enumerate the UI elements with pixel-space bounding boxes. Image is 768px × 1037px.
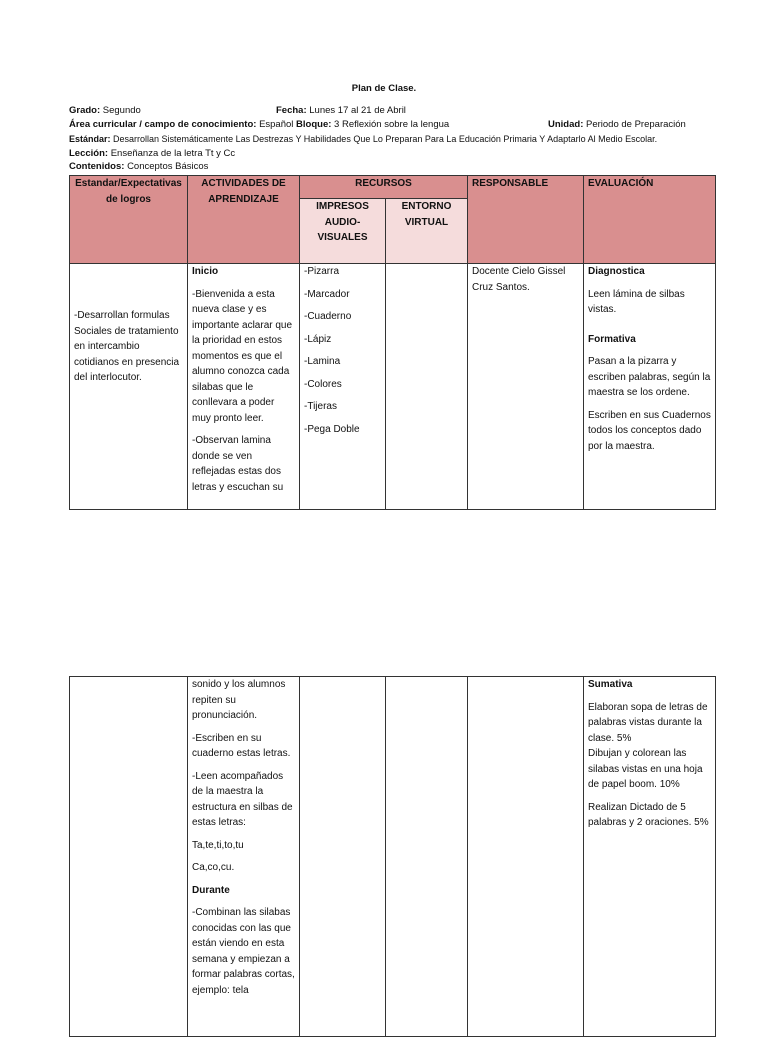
header-estandar xyxy=(69,132,657,146)
evaluacion-item: Elaboran sopa de letras de palabras vistas durante la clase. 5% xyxy=(588,701,708,744)
actividad-item: sonido y los alumnos repiten su pronunciación. xyxy=(192,679,286,721)
recurso-item: -Pega Doble xyxy=(304,423,360,435)
row1-responsable-cell xyxy=(468,264,584,510)
header-responsable-col: RESPONSABLE xyxy=(468,176,584,264)
row2-recursos-cell xyxy=(300,677,386,1037)
evaluacion-diagnostica-heading: Diagnostica xyxy=(588,266,645,277)
estandar-value: Desarrollan Sistemáticamente Las Destrezas Y Habilidades Que Lo Preparan Para La Educación Primaria Y Adaptarlo Al Medio Escolar. xyxy=(113,134,658,144)
recurso-item: -Tijeras xyxy=(304,401,337,412)
header-actividades-col: ACTIVIDADES DE APRENDIZAJE xyxy=(188,176,300,264)
estandar-label: Estándar: xyxy=(69,134,111,144)
plan-table-page2 xyxy=(69,676,716,1037)
row1-estandar-text: -Desarrollan formulas Sociales de tratamiento en intercambio cotidianos en presencia del interlocutor. xyxy=(74,310,180,383)
actividad-durante-heading: Durante xyxy=(192,884,230,896)
actividad-item: -Bienvenida a esta nueva clase y es importante aclarar que la prioridad en estos momentos es que el alumno conozca cada silabas que le conllevara a poder muy pronto leer. xyxy=(192,288,293,424)
row1-estandar-cell xyxy=(70,264,188,510)
leccion-label: Lección: xyxy=(69,148,109,159)
leccion-value: Enseñanza de la letra Tt y Cc xyxy=(110,148,236,159)
header-area xyxy=(69,118,449,132)
evaluacion-formativa-heading: Formativa xyxy=(588,333,636,345)
area-value: Español xyxy=(259,119,294,130)
actividad-item: -Combinan las silabas conocidas con las que están viendo en esta semana y empiezan a formar palabras cortas, ejemplo: tela xyxy=(192,907,295,996)
header-recursos-col: RECURSOS xyxy=(300,176,468,199)
evaluacion-item: Pasan a la pizarra y escriben palabras, según la maestra se los ordene. xyxy=(588,356,711,398)
bloque-label: Bloque: xyxy=(296,119,332,130)
page-title: Plan de Clase. xyxy=(351,83,417,94)
row1-actividades-cell xyxy=(188,264,300,510)
grado-label: Grado: xyxy=(69,105,101,116)
row2-actividades-cell xyxy=(188,677,300,1037)
recurso-item: -Marcador xyxy=(304,288,350,300)
row1-entorno-cell xyxy=(386,264,468,510)
responsable-text: Docente Cielo Gissel Cruz Santos. xyxy=(472,266,566,293)
evaluacion-item: Realizan Dictado de 5 palabras y 2 oraciones. 5% xyxy=(588,801,709,828)
actividad-inicio-heading: Inicio xyxy=(192,266,219,277)
unidad-value: Periodo de Preparación xyxy=(586,119,686,130)
header-leccion xyxy=(69,147,235,161)
row2-evaluacion-cell xyxy=(584,677,716,1037)
contenidos-value: Conceptos Básicos xyxy=(127,161,209,172)
evaluacion-item: Escriben en sus Cuadernos todos los conceptos dado por la maestra. xyxy=(588,409,711,452)
actividad-item: Ta,te,ti,to,tu xyxy=(192,839,244,851)
fecha-label: Fecha: xyxy=(276,105,307,116)
actividad-item: -Escriben en su cuaderno estas letras. xyxy=(192,732,291,759)
recurso-item: -Colores xyxy=(304,378,342,390)
grado-value: Segundo xyxy=(102,105,141,116)
plan-table-page1 xyxy=(69,175,716,510)
row2-estandar-cell xyxy=(70,677,188,1037)
fecha-value: Lunes 17 al 21 de Abril xyxy=(309,105,406,116)
bloque-value: 3 Reflexión sobre la lengua xyxy=(334,119,450,130)
row2-responsable-cell xyxy=(468,677,584,1037)
header-fecha xyxy=(276,104,406,118)
evaluacion-sumativa-heading: Sumativa xyxy=(588,679,633,690)
actividad-item: Ca,co,cu. xyxy=(192,862,235,873)
header-impresos-col: IMPRESOS AUDIO-VISUALES xyxy=(300,199,386,264)
recurso-item: -Lamina xyxy=(304,356,341,367)
recurso-item: -Pizarra xyxy=(304,266,340,277)
actividad-item: -Leen acompañados de la maestra la estructura en silbas de estas letras: xyxy=(192,770,293,828)
header-unidad xyxy=(548,118,686,132)
header-evaluacion-col: EVALUACIÓN xyxy=(584,176,716,264)
contenidos-label: Contenidos: xyxy=(69,161,125,172)
recurso-item: -Cuaderno xyxy=(304,311,352,322)
header-contenidos xyxy=(69,160,208,174)
unidad-label: Unidad: xyxy=(548,119,584,130)
header-grado xyxy=(69,104,141,118)
row1-recursos-cell xyxy=(300,264,386,510)
area-label: Área curricular / campo de conocimiento: xyxy=(69,119,257,130)
actividad-item: -Observan lamina donde se ven reflejadas estas dos letras y escuchan su xyxy=(192,435,284,493)
header-estandar-col: Estandar/Expectativas de logros xyxy=(70,176,188,264)
evaluacion-item: Dibujan y colorean las silabas vistas en una hoja de papel boom. 10% xyxy=(588,748,703,790)
row1-evaluacion-cell xyxy=(584,264,716,510)
evaluacion-item: Leen lámina de silbas vistas. xyxy=(588,288,685,315)
header-entorno-col: ENTORNO VIRTUAL xyxy=(386,199,468,264)
row2-entorno-cell xyxy=(386,677,468,1037)
recurso-item: -Lápiz xyxy=(304,333,332,345)
